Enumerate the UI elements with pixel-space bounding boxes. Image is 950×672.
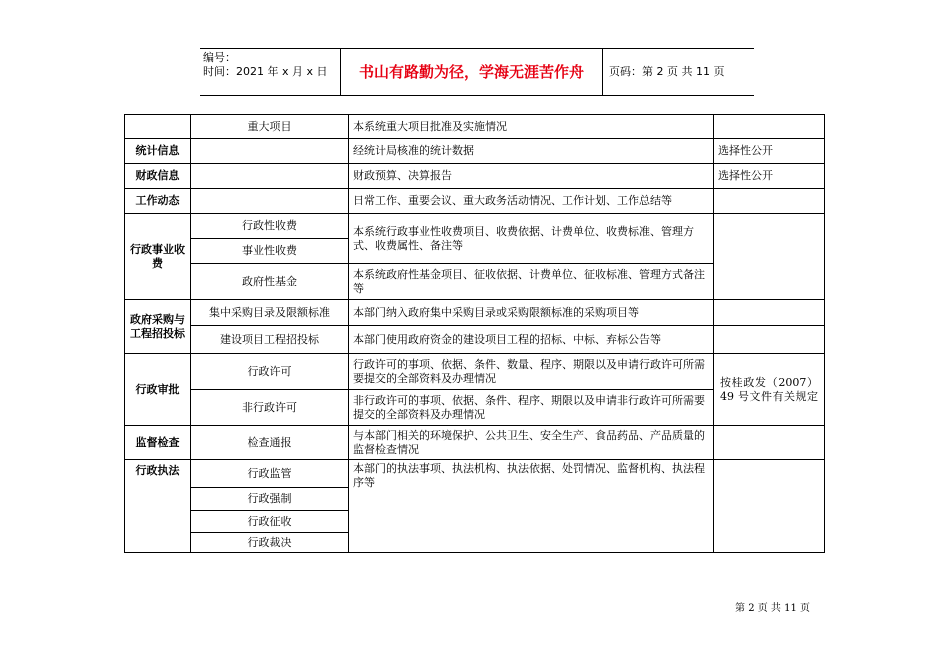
table-row	[125, 115, 825, 139]
category-cell: 工作动态	[125, 189, 191, 214]
table-row	[125, 326, 825, 354]
document-number-label: 编号：	[203, 51, 236, 64]
content-cell: 本系统行政事业性收费项目、收费依据、计费单位、收费标准、管理方式、收费属性、备注等	[349, 214, 714, 264]
disclosure-type-cell	[714, 426, 825, 460]
content-cell: 本系统重大项目批准及实施情况	[349, 115, 714, 139]
document-date: 时间：2021 年 x 月 x 日	[203, 65, 328, 78]
subcategory-cell	[191, 139, 349, 164]
table-row	[125, 214, 825, 239]
content-cell: 本部门使用政府资金的建设项目工程的招标、中标、弃标公告等	[349, 326, 714, 354]
header-divider	[602, 48, 603, 96]
subcategory-cell: 行政强制	[191, 488, 349, 511]
disclosure-type-cell	[714, 326, 825, 354]
content-cell: 经统计局核准的统计数据	[349, 139, 714, 164]
content-cell: 非行政许可的事项、依据、条件、程序、期限以及申请非行政许可所需要提交的全部资料及办理情况	[349, 390, 714, 426]
subcategory-cell: 建设项目工程招投标	[191, 326, 349, 354]
footer-page-number: 第 2 页 共 11 页	[735, 603, 810, 614]
subcategory-cell: 事业性收费	[191, 239, 349, 264]
subcategory-cell: 行政征收	[191, 511, 349, 533]
subcategory-cell	[191, 189, 349, 214]
disclosure-note-cell: 按桂政发（2007）49 号文件有关规定	[714, 354, 825, 426]
header-motto: 书山有路勤为径，学海无涯苦作舟	[358, 63, 584, 81]
category-cell: 监督检查	[125, 426, 191, 460]
disclosure-type-cell: 选择性公开	[714, 139, 825, 164]
disclosure-type-cell	[714, 300, 825, 326]
content-cell: 日常工作、重要会议、重大政务活动情况、工作计划、工作总结等	[349, 189, 714, 214]
table-row	[125, 460, 825, 488]
header-bottom-rule	[200, 95, 754, 96]
table-row	[125, 354, 825, 390]
category-cell	[125, 115, 191, 139]
content-cell: 本部门的执法事项、执法机构、执法依据、处罚情况、监督机构、执法程序等	[349, 460, 714, 553]
disclosure-table	[124, 114, 825, 553]
category-cell: 行政事业收费	[125, 214, 191, 300]
disclosure-type-cell	[714, 189, 825, 214]
header-top-rule	[200, 48, 754, 49]
table-row	[125, 426, 825, 460]
table-row	[125, 164, 825, 189]
subcategory-cell: 重大项目	[191, 115, 349, 139]
subcategory-cell: 行政裁决	[191, 533, 349, 553]
category-cell: 财政信息	[125, 164, 191, 189]
table-row	[125, 189, 825, 214]
content-cell: 财政预算、决算报告	[349, 164, 714, 189]
disclosure-type-cell	[714, 115, 825, 139]
page-header	[200, 48, 754, 96]
disclosure-type-cell: 选择性公开	[714, 164, 825, 189]
disclosure-type-cell	[714, 214, 825, 300]
header-page-number: 页码：第 2 页 共 11 页	[609, 65, 725, 78]
disclosure-type-cell	[714, 460, 825, 553]
subcategory-cell: 集中采购目录及限额标准	[191, 300, 349, 326]
subcategory-cell	[191, 164, 349, 189]
subcategory-cell: 非行政许可	[191, 390, 349, 426]
category-cell: 行政执法	[125, 460, 191, 553]
category-cell: 政府采购与工程招投标	[125, 300, 191, 354]
content-cell: 行政许可的事项、依据、条件、数量、程序、期限以及申请行政许可所需要提交的全部资料及办理情况	[349, 354, 714, 390]
content-cell: 与本部门相关的环境保护、公共卫生、安全生产、食品药品、产品质量的监督检查情况	[349, 426, 714, 460]
table-row	[125, 300, 825, 326]
content-cell: 本部门纳入政府集中采购目录或采购限额标准的采购项目等	[349, 300, 714, 326]
subcategory-cell: 行政监管	[191, 460, 349, 488]
subcategory-cell: 检查通报	[191, 426, 349, 460]
table-row	[125, 139, 825, 164]
subcategory-cell: 行政性收费	[191, 214, 349, 239]
content-cell: 本系统政府性基金项目、征收依据、计费单位、征收标准、管理方式备注等	[349, 264, 714, 300]
category-cell: 行政审批	[125, 354, 191, 426]
subcategory-cell: 政府性基金	[191, 264, 349, 300]
subcategory-cell: 行政许可	[191, 354, 349, 390]
category-cell: 统计信息	[125, 139, 191, 164]
